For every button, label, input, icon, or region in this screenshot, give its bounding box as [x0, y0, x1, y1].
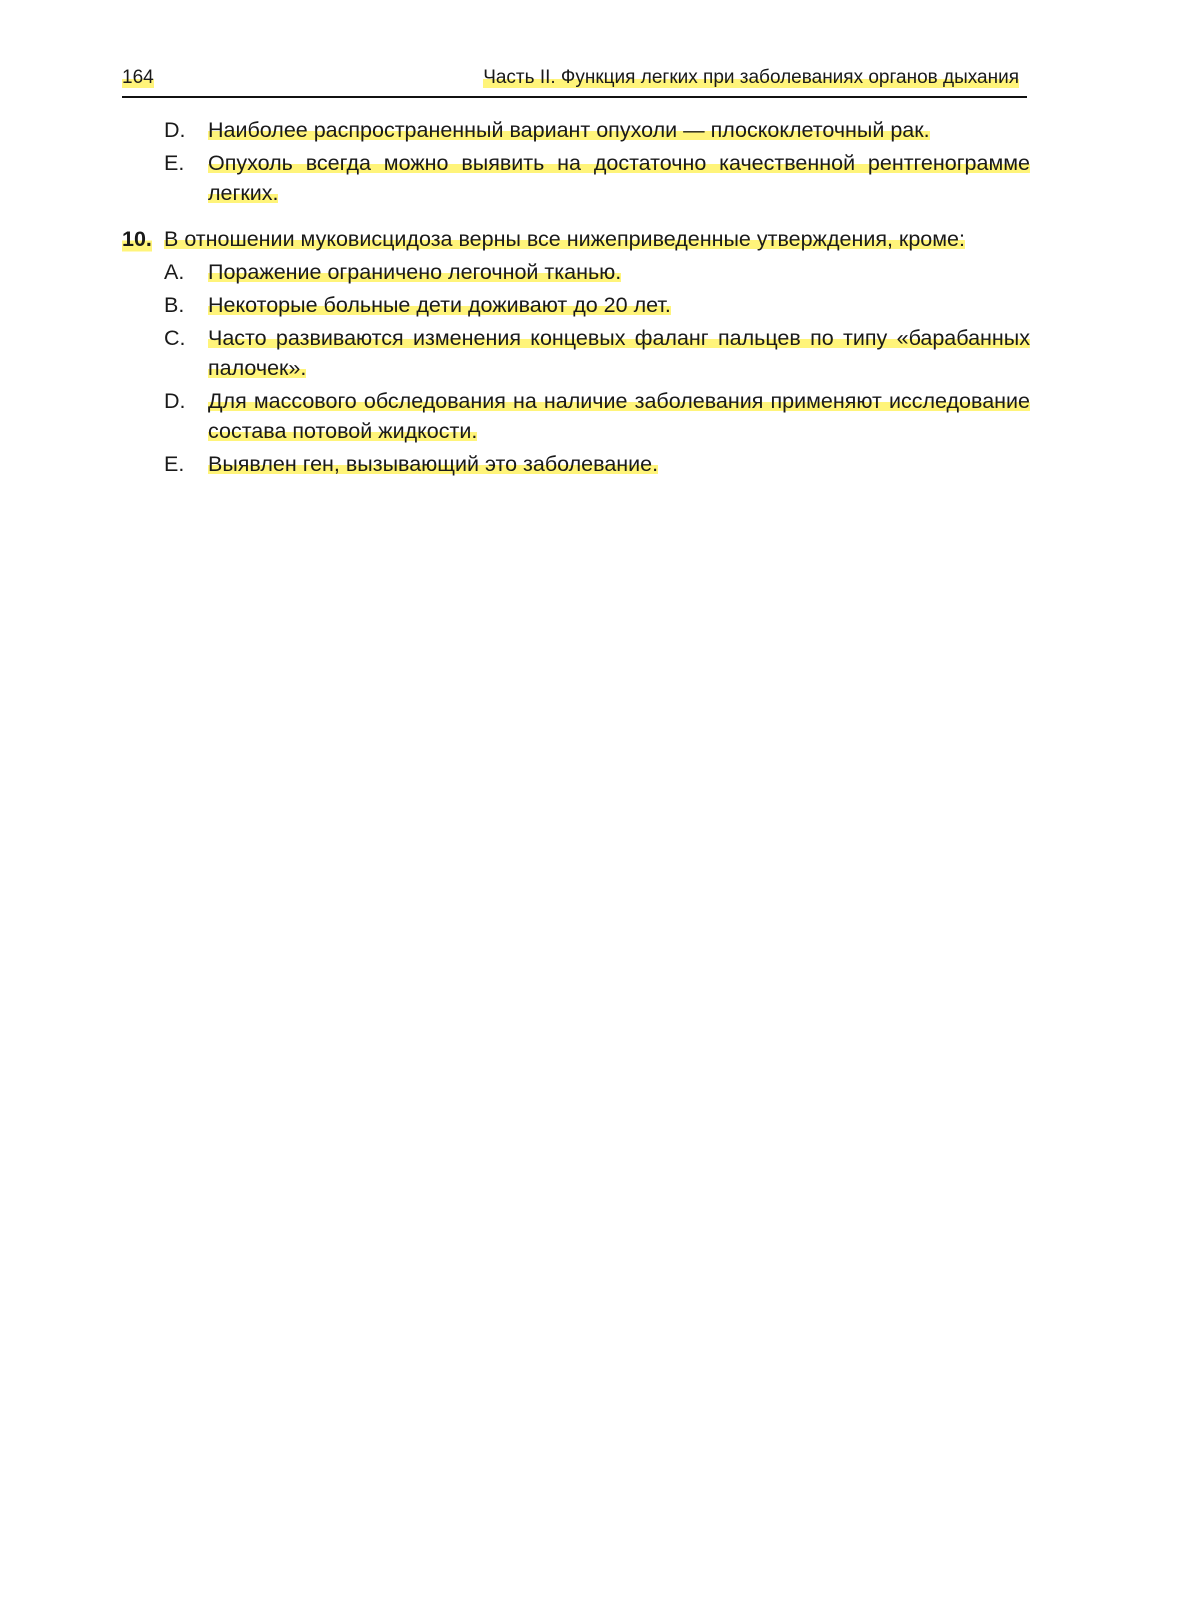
question-10-option-a	[120, 257, 1030, 287]
page-header	[122, 66, 1027, 98]
option-letter: C.	[164, 326, 186, 350]
option-text: Некоторые больные дети доживают до 20 лет.	[208, 293, 671, 317]
option-text: Для массового обследования на наличие заболевания применяют исследование состава потовой жидкости.	[208, 389, 1030, 443]
running-title: Часть II. Функция легких при заболеваниях органов дыхания	[483, 67, 1019, 88]
option-text: Наиболее распространенный вариант опухоли — плоскоклеточный рак.	[208, 118, 930, 142]
page-content	[120, 115, 1030, 482]
option-letter: A.	[164, 260, 185, 284]
option-letter: E.	[164, 151, 185, 175]
previous-question-option-e	[120, 148, 1030, 208]
option-text: Опухоль всегда можно выявить на достаточно качественной рентгенограмме легких.	[208, 151, 1030, 205]
question-number: 10.	[122, 224, 152, 254]
page-number: 164	[122, 67, 154, 88]
option-letter: D.	[164, 389, 186, 413]
previous-question-option-d	[120, 115, 1030, 145]
question-10	[120, 224, 1030, 254]
option-letter: B.	[164, 293, 185, 317]
question-10-option-e	[120, 449, 1030, 479]
option-text: Поражение ограничено легочной тканью.	[208, 260, 622, 284]
option-text: Выявлен ген, вызывающий это заболевание.	[208, 452, 659, 476]
option-text: Часто развиваются изменения концевых фаланг пальцев по типу «барабанных палочек».	[208, 326, 1030, 380]
question-stem: В отношении муковисцидоза верны все нижеприведенные утверждения, кроме:	[164, 227, 965, 251]
question-10-option-b	[120, 290, 1030, 320]
question-10-option-d	[120, 386, 1030, 446]
question-10-option-c	[120, 323, 1030, 383]
option-letter: E.	[164, 452, 185, 476]
option-letter: D.	[164, 118, 186, 142]
